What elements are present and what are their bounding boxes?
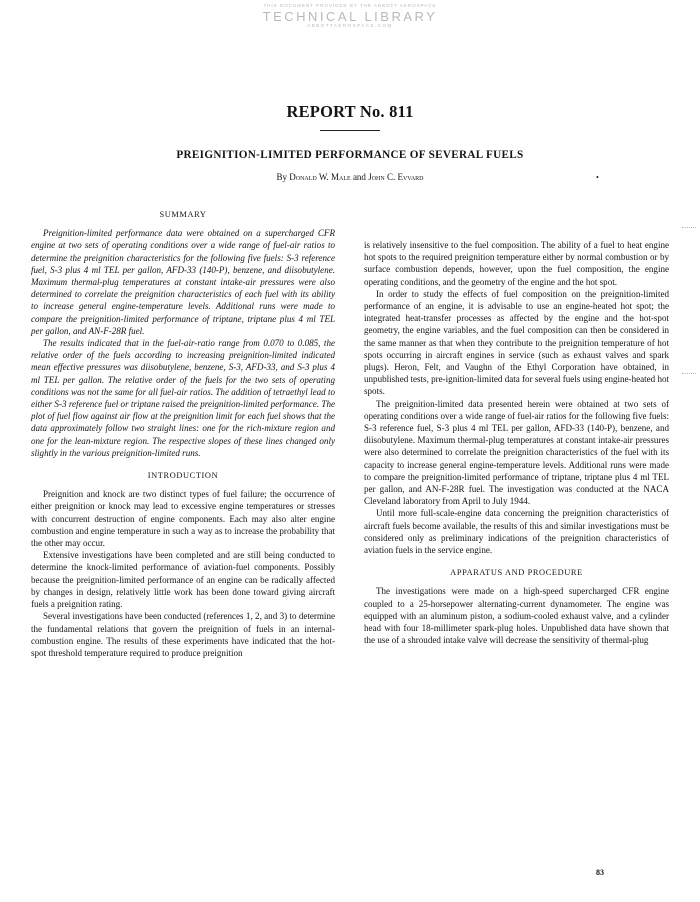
margin-mark [682,373,696,374]
margin-mark [682,227,696,228]
right-paragraph-1: is relatively insensitive to the fuel composition. The ability of a fuel to heat engine hot spots to the required preignition temperature either by normal combustion or by surface combustion depends, however, upon the fuel composition, the engine operating conditions, and the geometry of the engine and the hot spot. [364,240,669,287]
watermark-library: TECHNICAL LIBRARY [262,8,438,24]
author-and: and [352,172,366,182]
introduction-heading: INTRODUCTION [147,471,219,481]
author-2: John C. Evvard [368,172,424,182]
intro-paragraph-1: Preignition and knock are two distinct types of fuel failure; the occurrence of either preignition or knock may lead to excessive engine temperatures or stresses with concurrent destruction of engine components. Each may also alter engine combustion and engine temperature in such a way as to increase the probability that the other may occur. [31,489,335,549]
author-line [0,172,700,182]
summary-heading: SUMMARY [159,210,207,219]
summary-paragraph-2: The results indicated that in the fuel-air-ratio range from 0.070 to 0.085, the relative order of the fuels according to increasing preignition-limited indicated mean effective pressures was diisobutylene, benzene, S-3, AFD-33, and S-3 plus 4 ml TEL per gallon. The relative order of the fuels for the two sets of operating conditions was not the same for all fuel-air ratios. The addition of tetraethyl lead to either S-3 reference fuel or triptane raised the preignition-limited performance. The plot of fuel flow against air flow at the preignition limit for each fuel shows that the data approximately follow two straight lines: one for the rich-mixture region and one for the lean-mixture region. The respective slopes of these lines changed only slightly in the various preignition-limited runs. [31,338,335,458]
stray-mark: • [596,173,599,182]
intro-paragraph-3: Several investigations have been conducted (references 1, 2, and 3) to determine the fundamental relations that govern the preignition of fuels in an internal-combustion engine. The results of these experiments have indicated that the hot-spot threshold temperature required to produce preignition [31,611,335,658]
apparatus-heading: APPARATUS AND PROCEDURE [450,568,583,578]
intro-paragraph-2: Extensive investigations have been completed and are still being conducted to determine the knock-limited performance of aviation-fuel components. Possibly because the preignition-limited performance of an engine can be radically affected by changes in design, relatively little work has been done toward giving aircraft fuels a preignition rating. [31,550,335,610]
watermark-site: ABBOTTAEROSPACE.COM [307,22,393,28]
paper-title: PREIGNITION-LIMITED PERFORMANCE OF SEVERAL FUELS [176,149,524,161]
author-by: By [276,172,288,182]
right-paragraph-4: Until more full-scale-engine data concerning the preignition characteristics of aircraft fuels become available, the results of this and similar investigations must be considered only as preliminary indications of the preignition characteristics of aviation fuels in the service engine. [364,508,669,556]
report-number: REPORT No. 811 [286,102,414,121]
summary-paragraph-1: Preignition-limited performance data were obtained on a supercharged CFR engine at two sets of operating conditions over a wide range of fuel-air ratios to determine the preignition characteristics for the following five fuels: S-3 reference fuel, S-3 plus 4 ml TEL per gallon, AFD-33 (140-P), benzene, and diisobutylene. Maximum thermal-plug temperatures at constant intake-air pressures were also determined to correlate the preignition characteristics of each fuel with its ability to increase general engine-temperature levels. Additional runs were made to compare the preignition-limited performance of triptane, triptane plus 4 ml TEL per gallon, and AN-F-28R fuel. [31,228,335,336]
page-number: 83 [596,868,604,877]
right-column [364,239,669,647]
watermark-provided-by: THIS DOCUMENT PROVIDED BY THE ABBOTT AEROSPACE [263,3,437,8]
title-divider [320,130,380,131]
apparatus-paragraph-1: The investigations were made on a high-speed supercharged CFR engine coupled to a 25-horsepower alternating-current dynamometer. The engine was equipped with an aluminum piston, a sodium-cooled exhaust valve, and a cylinder head with four 18-millimeter spark-plug holes. Unpublished data have shown that the use of a shrouded intake valve will decrease the sensitivity of thermal-plug [364,586,669,646]
left-column [31,209,335,659]
right-paragraph-2: In order to study the effects of fuel composition on the preignition-limited performance of an engine, it is advisable to use an engine-heated hot spot; the integrated heat-transfer processes as affected by the engine and the hot-spot geometry, the engine variables, and the fuel composition can then be considered in the same manner as that when they contribute to the preignition temperature of hot spots occurring in aircraft engines in service (such as exhaust valves and spark plugs). Heron, Felt, and Vaughn of the Ethyl Corporation have obtained, in unpublished tests, pre-ignition-limited data for several fuels using engine-heated hot spots. [364,288,670,397]
right-paragraph-3: The preignition-limited data presented herein were obtained at two sets of operating conditions over a wide range of fuel-air ratios for the following five fuels: S-3 reference fuel, S-3 plus 4 ml TEL per gallon, AFD-33 (140-P), benzene, and diisobutylene. Maximum thermal-plug temperatures at constant intake-air pressures were also determined to correlate the preignition characteristics of the fuel with its capacity to increase general engine-temperature levels. Additional runs were made to compare the preignition-limited performance of triptane, triptane plus 4 ml TEL per gallon, and AN-F-28R fuel. The investigation was conducted at the NACA Cleveland laboratory from April to July 1944. [364,398,669,507]
author-1: Donald W. Male [289,172,351,182]
library-watermark [0,4,700,28]
